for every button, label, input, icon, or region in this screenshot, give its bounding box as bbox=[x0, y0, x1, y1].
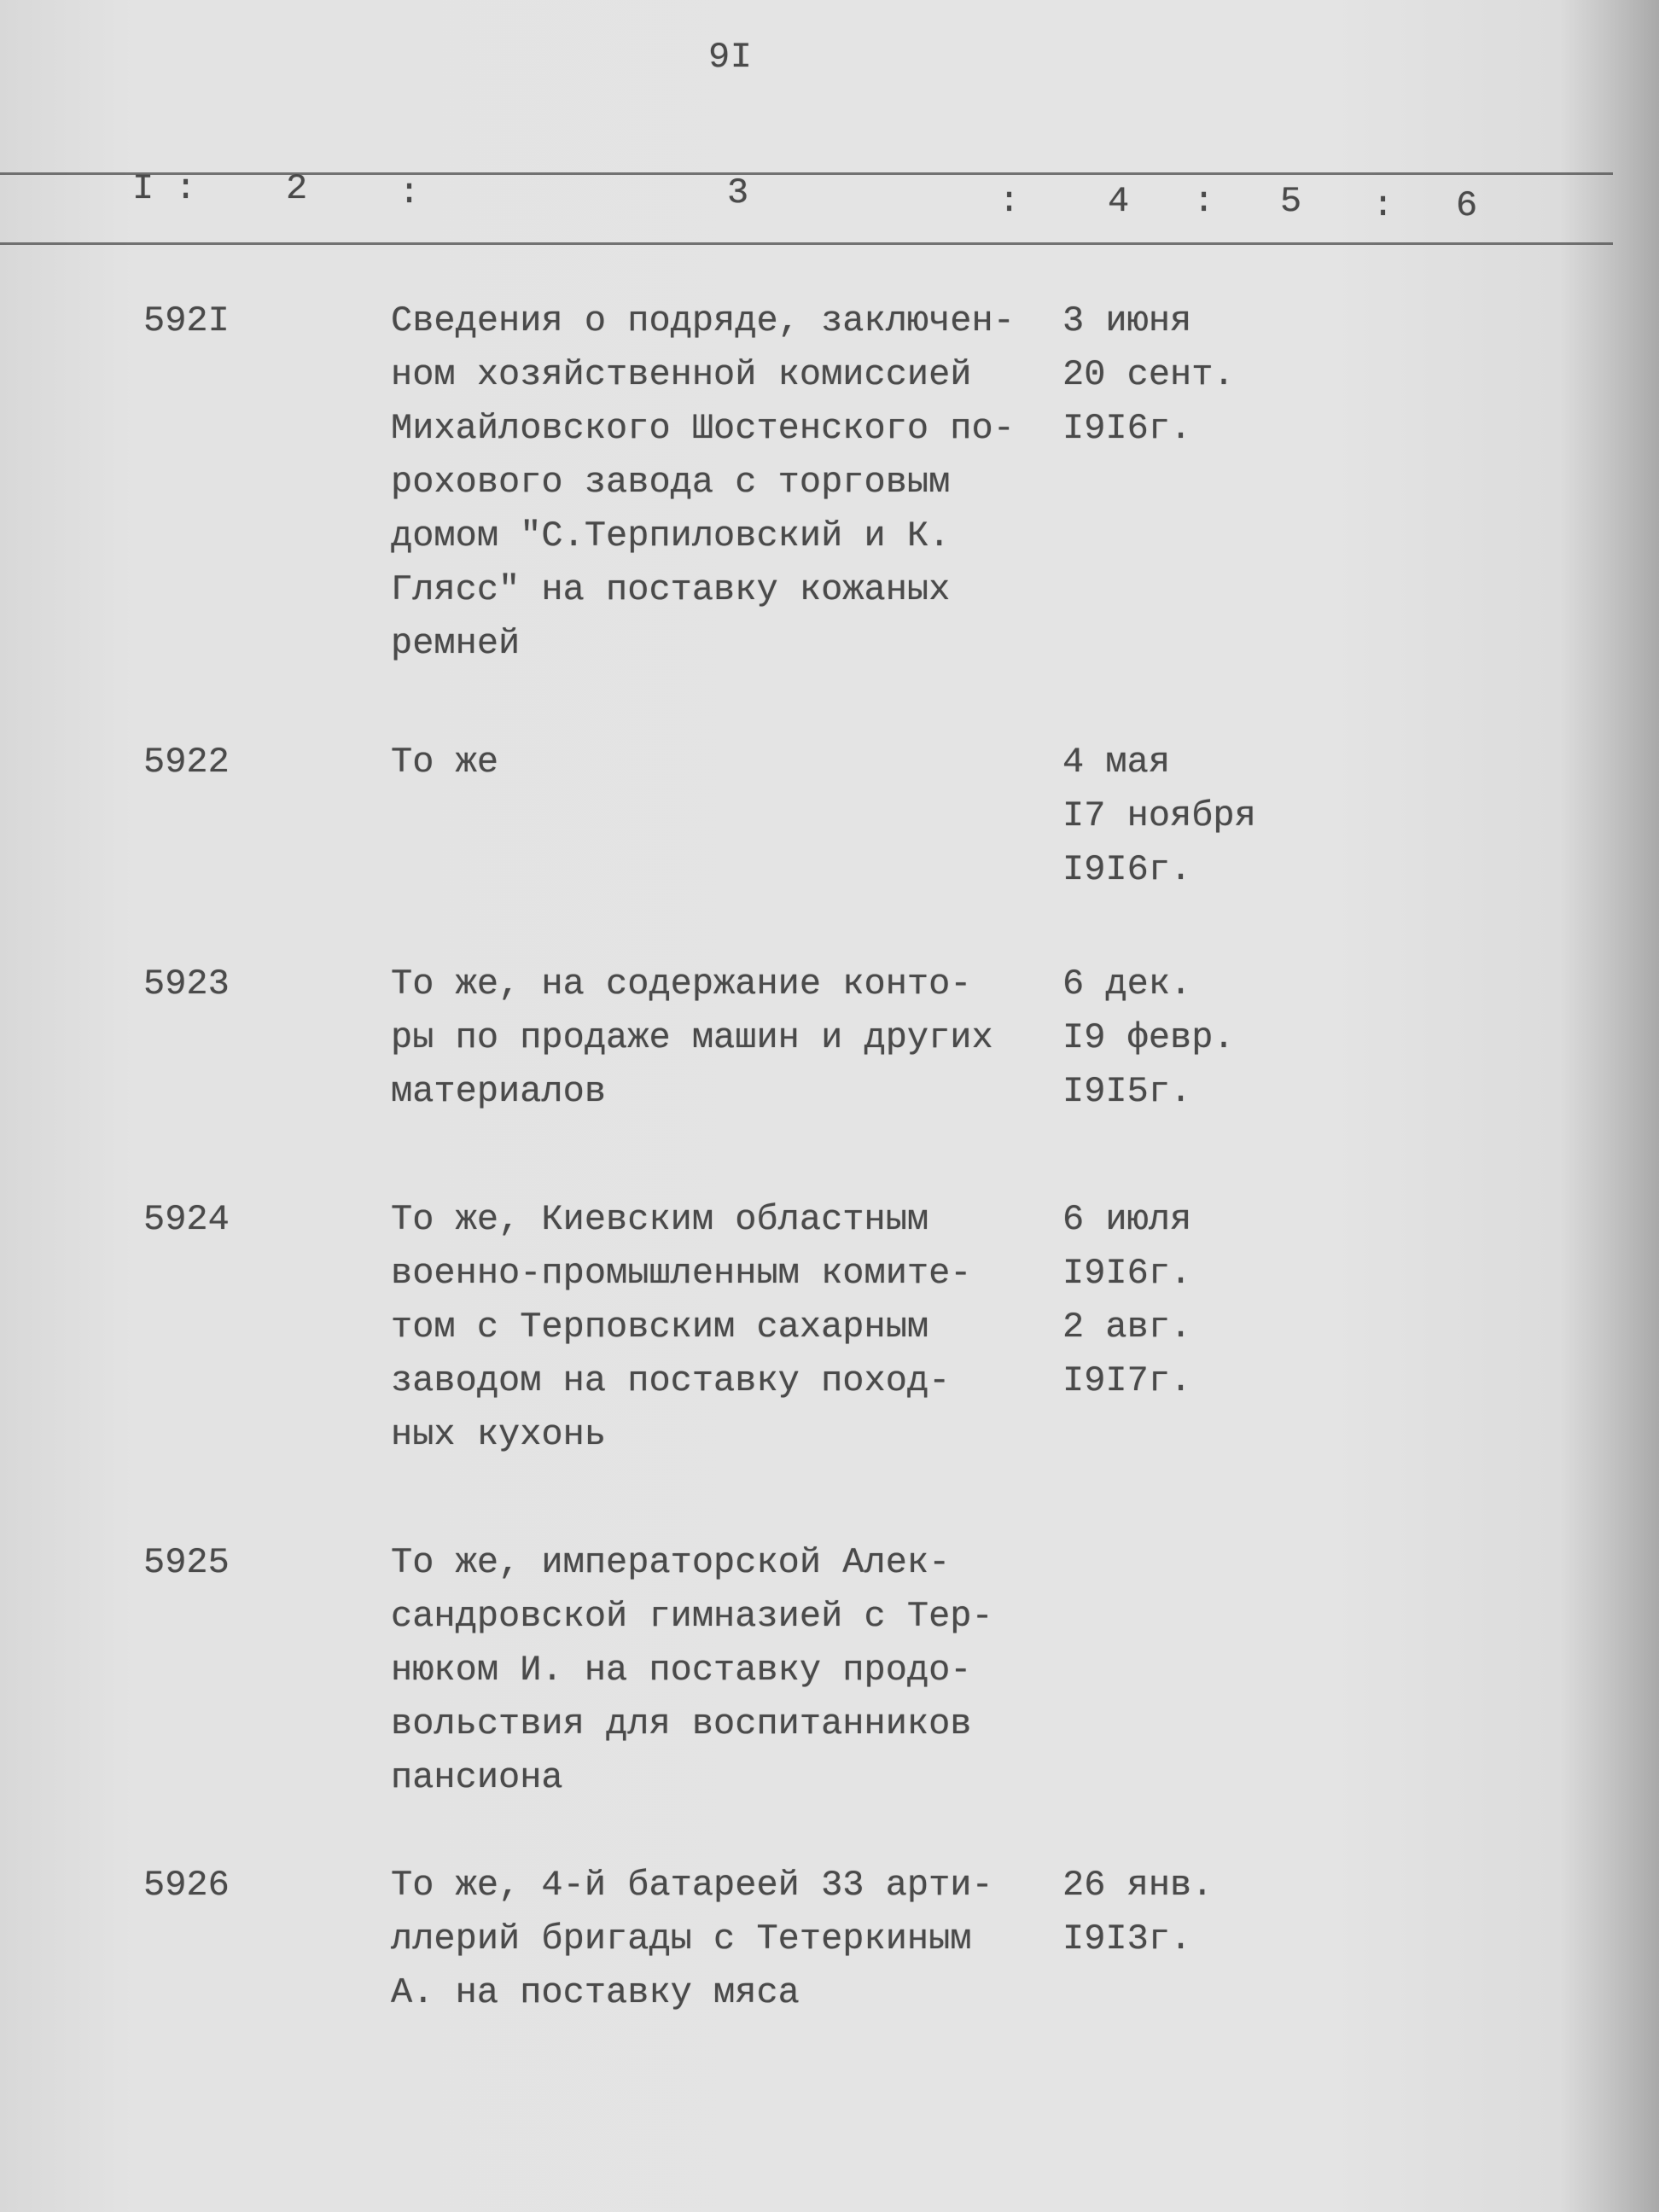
date-line: I9I6г. bbox=[1062, 408, 1192, 449]
date-line: I9I6г. bbox=[1062, 1253, 1192, 1294]
date-line: 26 янв. bbox=[1062, 1865, 1214, 1906]
item-dates bbox=[1062, 1193, 1191, 1408]
item-number: 5925 bbox=[143, 1542, 230, 1583]
date-line: I9I3г. bbox=[1062, 1918, 1192, 1959]
date-line: 6 июля bbox=[1062, 1199, 1192, 1240]
date-line: I9I5г. bbox=[1062, 1071, 1192, 1112]
item-dates bbox=[1062, 736, 1256, 897]
description-line: нюком И. на поставку продо- bbox=[391, 1650, 972, 1691]
description-line: заводом на поставку поход- bbox=[391, 1360, 951, 1401]
description-line: вольствия для воспитанников bbox=[391, 1703, 972, 1744]
column-header-1: I bbox=[132, 168, 154, 209]
column-header-2: 2 bbox=[286, 168, 308, 209]
item-number: 5923 bbox=[143, 963, 230, 1004]
column-separator: : bbox=[1193, 181, 1215, 222]
item-number: 5922 bbox=[143, 742, 230, 783]
item-dates bbox=[1062, 958, 1235, 1119]
column-header-5: 5 bbox=[1280, 181, 1302, 222]
description-line: То же bbox=[391, 742, 499, 783]
description-line: рохового завода с торговым bbox=[391, 462, 951, 503]
page-number: 9I bbox=[708, 37, 753, 78]
description-line: То же, 4-й батареей 33 арти- bbox=[391, 1865, 993, 1906]
description-line: ремней bbox=[391, 623, 521, 664]
date-line: I9I7г. bbox=[1062, 1360, 1192, 1401]
column-separator: : bbox=[175, 168, 197, 209]
date-line: 20 сент. bbox=[1062, 354, 1235, 395]
description-line: ллерий бригады с Тетеркиным bbox=[391, 1918, 972, 1959]
description-line: военно-промышленным комите- bbox=[391, 1253, 972, 1294]
date-line: 2 авг. bbox=[1062, 1307, 1192, 1348]
description-line: То же, императорской Алек- bbox=[391, 1542, 951, 1583]
column-separator: : bbox=[1372, 185, 1394, 226]
description-line: том с Терповским сахарным bbox=[391, 1307, 929, 1348]
date-line: I7 ноября bbox=[1062, 795, 1256, 836]
item-dates bbox=[1062, 1859, 1213, 1966]
description-line: материалов bbox=[391, 1071, 607, 1112]
item-number: 592I bbox=[143, 300, 230, 341]
item-description bbox=[391, 1536, 993, 1805]
date-line: I9I6г. bbox=[1062, 849, 1192, 890]
item-description bbox=[391, 294, 1015, 671]
item-description bbox=[391, 1859, 993, 2020]
item-description bbox=[391, 1193, 972, 1462]
description-line: Михайловского Шостенского по- bbox=[391, 408, 1015, 449]
description-line: пансиона bbox=[391, 1757, 563, 1798]
item-description bbox=[391, 736, 498, 789]
description-line: Сведения о подряде, заключен- bbox=[391, 300, 1015, 341]
description-line: ном хозяйственной комиссией bbox=[391, 354, 972, 395]
column-separator: : bbox=[399, 172, 421, 213]
description-line: Глясс" на поставку кожаных bbox=[391, 569, 951, 610]
description-line: сандровской гимназией с Тер- bbox=[391, 1596, 993, 1637]
header-bottom-rule bbox=[0, 242, 1613, 245]
column-header-4: 4 bbox=[1108, 181, 1130, 222]
item-number: 5924 bbox=[143, 1199, 230, 1240]
item-number: 5926 bbox=[143, 1865, 230, 1906]
description-line: ных кухонь bbox=[391, 1414, 607, 1455]
header-top-rule bbox=[0, 172, 1613, 175]
item-description bbox=[391, 958, 993, 1119]
date-line: I9 февр. bbox=[1062, 1017, 1235, 1058]
description-line: То же, на содержание конто- bbox=[391, 963, 972, 1004]
description-line: ры по продаже машин и других bbox=[391, 1017, 993, 1058]
description-line: А. на поставку мяса bbox=[391, 1972, 800, 2013]
description-line: То же, Киевским областным bbox=[391, 1199, 929, 1240]
date-line: 3 июня bbox=[1062, 300, 1192, 341]
column-header-6: 6 bbox=[1456, 185, 1478, 226]
item-dates bbox=[1062, 294, 1235, 456]
column-header-3: 3 bbox=[727, 172, 749, 213]
date-line: 4 мая bbox=[1062, 742, 1171, 783]
description-line: домом "С.Терпиловский и К. bbox=[391, 515, 951, 556]
column-separator: : bbox=[998, 181, 1021, 222]
date-line: 6 дек. bbox=[1062, 963, 1192, 1004]
